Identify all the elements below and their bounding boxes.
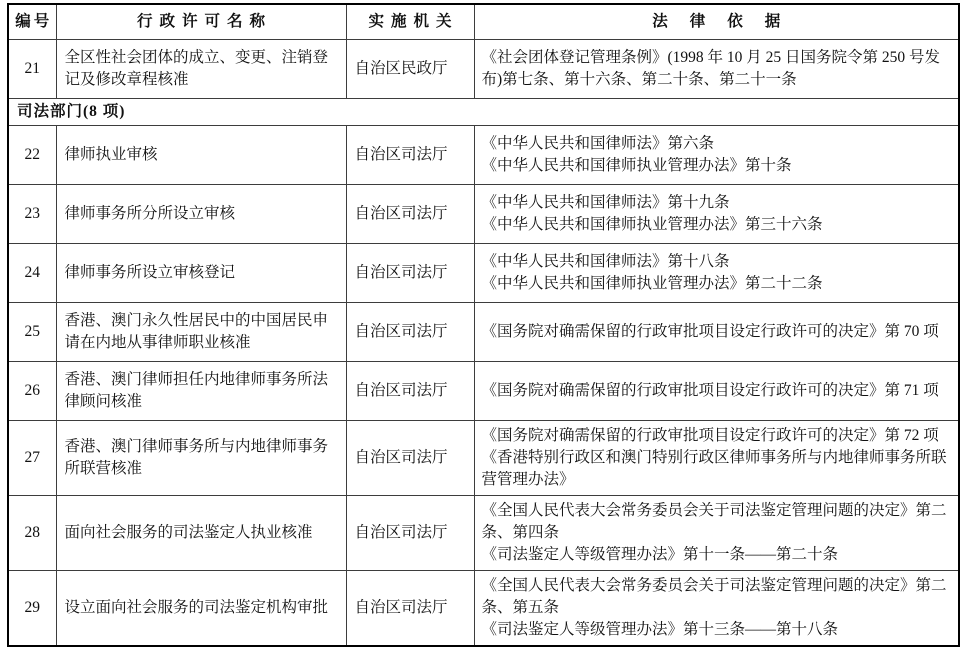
license-name-cell: 香港、澳门律师事务所与内地律师事务所联营核准 [56, 421, 346, 496]
license-name-cell: 律师执业审核 [56, 126, 346, 185]
agency-cell: 自治区司法厅 [346, 303, 474, 362]
legal-basis-line: 《全国人民代表大会常务委员会关于司法鉴定管理问题的决定》第二条、第五条 [481, 577, 947, 616]
legal-basis-line: 《国务院对确需保留的行政审批项目设定行政许可的决定》第 71 项 [481, 382, 939, 399]
legal-basis-cell [474, 126, 959, 185]
license-name-cell: 全区性社会团体的成立、变更、注销登记及修改章程核准 [56, 40, 346, 99]
row-number-cell: 29 [8, 571, 56, 647]
table-row [8, 421, 959, 496]
legal-basis-line: 《中华人民共和国律师执业管理办法》第十条 [481, 157, 792, 174]
license-name-cell: 律师事务所设立审核登记 [56, 244, 346, 303]
license-name-cell: 律师事务所分所设立审核 [56, 185, 346, 244]
row-number-cell: 25 [8, 303, 56, 362]
legal-basis-line: 《中华人民共和国律师法》第六条 [481, 135, 715, 152]
legal-basis-line: 《中华人民共和国律师法》第十九条 [481, 194, 730, 211]
license-name-cell: 香港、澳门律师担任内地律师事务所法律顾问核准 [56, 362, 346, 421]
license-name-cell: 香港、澳门永久性居民中的中国居民申请在内地从事律师职业核准 [56, 303, 346, 362]
legal-basis-line: 《国务院对确需保留的行政审批项目设定行政许可的决定》第 70 项 [481, 323, 939, 340]
legal-basis-line: 《社会团体登记管理条例》(1998 年 10 月 25 日国务院令第 250 号发布)第七条、第十六条、第二十条、第二十一条 [481, 49, 941, 88]
legal-basis-cell [474, 185, 959, 244]
header-basis: 法律依据 [474, 4, 959, 40]
agency-cell: 自治区司法厅 [346, 126, 474, 185]
legal-basis-cell [474, 244, 959, 303]
legal-basis-cell [474, 40, 959, 99]
section-label: 司法部门(8 项) [8, 99, 959, 126]
legal-basis-cell [474, 362, 959, 421]
agency-cell: 自治区司法厅 [346, 244, 474, 303]
legal-basis-line: 《中华人民共和国律师执业管理办法》第三十六条 [481, 216, 823, 233]
row-number-cell: 27 [8, 421, 56, 496]
row-number-cell: 23 [8, 185, 56, 244]
table-row [8, 185, 959, 244]
row-number-cell: 26 [8, 362, 56, 421]
section-row [8, 99, 959, 126]
header-name: 行政许可名称 [56, 4, 346, 40]
table-row [8, 496, 959, 571]
legal-basis-cell [474, 571, 959, 647]
legal-basis-line: 《香港特别行政区和澳门特别行政区律师事务所与内地律师事务所联营管理办法》 [481, 449, 947, 488]
header-no: 编号 [8, 4, 56, 40]
legal-basis-line: 《司法鉴定人等级管理办法》第十一条——第二十条 [481, 546, 839, 563]
row-number-cell: 22 [8, 126, 56, 185]
table-body [8, 40, 959, 647]
agency-cell: 自治区司法厅 [346, 421, 474, 496]
administrative-license-table [7, 3, 960, 647]
row-number-cell: 28 [8, 496, 56, 571]
legal-basis-line: 《全国人民代表大会常务委员会关于司法鉴定管理问题的决定》第二条、第四条 [481, 502, 947, 541]
legal-basis-line: 《国务院对确需保留的行政审批项目设定行政许可的决定》第 72 项 [481, 427, 939, 444]
agency-cell: 自治区司法厅 [346, 571, 474, 647]
agency-cell: 自治区司法厅 [346, 362, 474, 421]
table-row [8, 126, 959, 185]
legal-basis-line: 《中华人民共和国律师执业管理办法》第二十二条 [481, 275, 823, 292]
table-row [8, 362, 959, 421]
legal-basis-cell [474, 421, 959, 496]
legal-basis-line: 《司法鉴定人等级管理办法》第十三条——第十八条 [481, 621, 839, 638]
agency-cell: 自治区司法厅 [346, 496, 474, 571]
license-name-cell: 设立面向社会服务的司法鉴定机构审批 [56, 571, 346, 647]
row-number-cell: 24 [8, 244, 56, 303]
table-row [8, 244, 959, 303]
row-number-cell: 21 [8, 40, 56, 99]
legal-basis-cell [474, 496, 959, 571]
legal-basis-line: 《中华人民共和国律师法》第十八条 [481, 253, 730, 270]
table-row [8, 40, 959, 99]
agency-cell: 自治区民政厅 [346, 40, 474, 99]
license-name-cell: 面向社会服务的司法鉴定人执业核准 [56, 496, 346, 571]
agency-cell: 自治区司法厅 [346, 185, 474, 244]
table-header-row [8, 4, 959, 40]
table-row [8, 571, 959, 647]
legal-basis-cell [474, 303, 959, 362]
header-agency: 实施机关 [346, 4, 474, 40]
table-row [8, 303, 959, 362]
